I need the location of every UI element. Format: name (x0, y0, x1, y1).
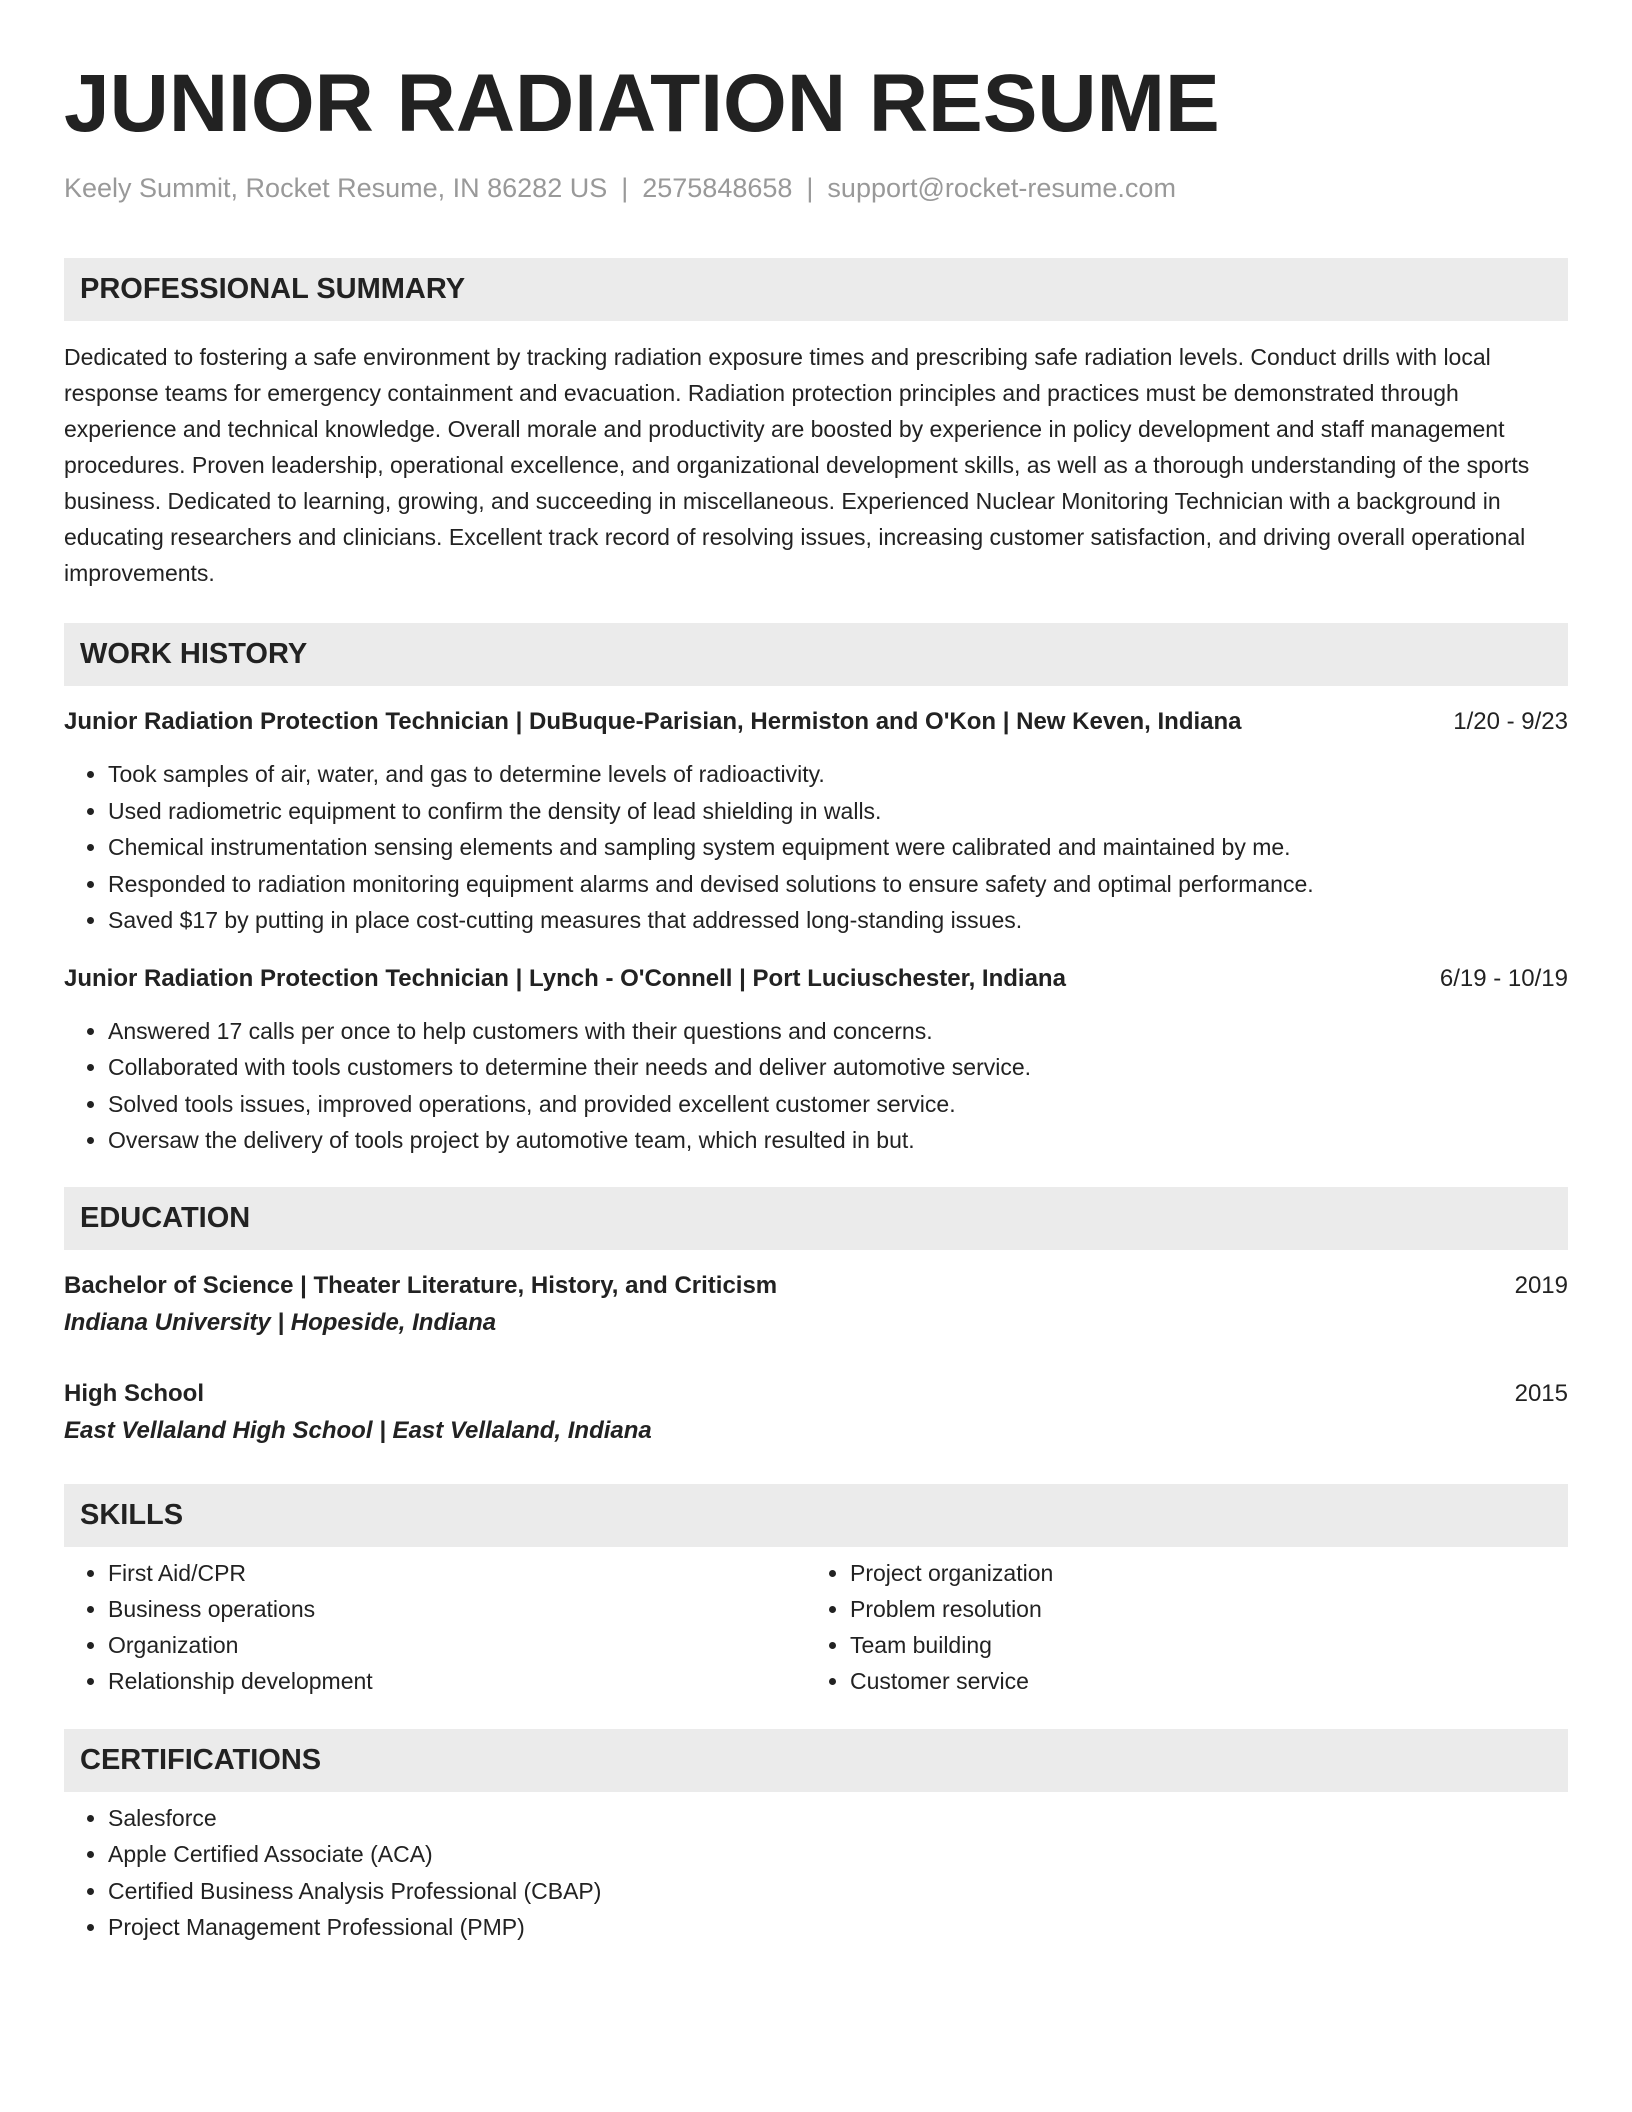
certification-item: • Apple Certified Associate (ACA) (108, 1836, 1568, 1873)
job-bullet: • Saved $17 by putting in place cost-cutting measures that addressed long-standing issues. (108, 902, 1568, 939)
job-bullet-list (64, 1013, 1568, 1159)
resume-title: JUNIOR RADIATION RESUME (64, 58, 1220, 149)
education-entry (64, 1268, 1568, 1342)
job-bullet: • Solved tools issues, improved operations, and provided excellent customer service. (108, 1086, 1568, 1123)
job-title: Junior Radiation Protection Technician | Lynch - O'Connell | Port Luciuschester, Indiana (64, 964, 1066, 992)
contact-email: support@rocket-resume.com (827, 173, 1176, 203)
certification-item: • Salesforce (108, 1800, 1568, 1837)
skills-list-right (806, 1555, 1550, 1699)
education-degree: High School (64, 1379, 204, 1407)
summary-text: Dedicated to fostering a safe environment by tracking radiation exposure times and prescribing safe radiation levels. Conduct drills with local response teams for emergency containment and evacuation. Radiation protection principles and practices must be demonstrated through experience and technical knowledge. Overall morale and productivity are boosted by experience in policy development and staff management procedures. Proven leadership, operational excellence, and organizational development skills, as well as a thorough understanding of the sports business. Dedicated to learning, growing, and succeeding in miscellaneous. Experienced Nuclear Monitoring Technician with a background in educating researchers and clinicians. Excellent track record of resolving issues, increasing customer satisfaction, and driving overall operational improvements. (64, 344, 1530, 586)
contact-separator: | (621, 173, 629, 203)
skills-columns (64, 1555, 1568, 1699)
skill-item: • Organization (108, 1627, 806, 1663)
section-header-skills: SKILLS (64, 1484, 1568, 1547)
education-entry (64, 1376, 1568, 1450)
skill-item: • Business operations (108, 1591, 806, 1627)
skill-item: • Customer service (850, 1663, 1550, 1699)
job-bullet: • Oversaw the delivery of tools project by automotive team, which resulted in but. (108, 1122, 1568, 1159)
education-year: 2015 (1514, 1379, 1568, 1407)
skill-item: • Relationship development (108, 1663, 806, 1699)
section-header-education: EDUCATION (64, 1187, 1568, 1250)
job-heading-row (64, 704, 1568, 740)
job-title: Junior Radiation Protection Technician | DuBuque-Parisian, Hermiston and O'Kon | New Keven, Indiana (64, 708, 1242, 735)
job-entry (64, 961, 1568, 1159)
resume-page (64, 56, 1568, 1946)
job-bullet: • Answered 17 calls per once to help customers with their questions and concerns. (108, 1013, 1568, 1050)
job-bullet: • Responded to radiation monitoring equipment alarms and devised solutions to ensure safety and optimal performance. (108, 866, 1568, 903)
contact-line (64, 170, 1568, 206)
section-header-work-history: WORK HISTORY (64, 623, 1568, 686)
section-header-certifications: CERTIFICATIONS (64, 1729, 1568, 1792)
education-school: Indiana University | Hopeside, Indiana (64, 1308, 497, 1336)
certification-item: • Certified Business Analysis Professional (CBAP) (108, 1873, 1568, 1910)
job-dates: 1/20 - 9/23 (1453, 708, 1568, 735)
contact-phone: 2575848658 (642, 173, 793, 203)
job-dates: 6/19 - 10/19 (1439, 964, 1568, 992)
education-heading-row (64, 1268, 1568, 1304)
certification-item: • Project Management Professional (PMP) (108, 1909, 1568, 1946)
skill-item: • First Aid/CPR (108, 1555, 806, 1591)
job-bullet: • Took samples of air, water, and gas to determine levels of radioactivity. (108, 756, 1568, 793)
skills-list-left (64, 1555, 806, 1699)
section-header-summary: PROFESSIONAL SUMMARY (64, 258, 1568, 321)
job-bullet-list (64, 756, 1568, 939)
education-school: East Vellaland High School | East Vellaland, Indiana (64, 1416, 652, 1444)
skill-item: • Problem resolution (850, 1591, 1550, 1627)
certifications-list (64, 1800, 1568, 1946)
job-bullet: • Used radiometric equipment to confirm the density of lead shielding in walls. (108, 793, 1568, 830)
education-heading-row (64, 1376, 1568, 1412)
education-degree: Bachelor of Science | Theater Literature, History, and Criticism (64, 1271, 778, 1299)
contact-separator: | (806, 173, 814, 203)
job-heading-row (64, 961, 1568, 997)
education-year: 2019 (1514, 1271, 1568, 1299)
contact-address: Keely Summit, Rocket Resume, IN 86282 US (64, 173, 608, 203)
job-bullet: • Collaborated with tools customers to determine their needs and deliver automotive service. (108, 1049, 1568, 1086)
job-bullet: • Chemical instrumentation sensing elements and sampling system equipment were calibrated and maintained by me. (108, 829, 1568, 866)
skill-item: • Project organization (850, 1555, 1550, 1591)
skill-item: • Team building (850, 1627, 1550, 1663)
job-entry (64, 704, 1568, 939)
